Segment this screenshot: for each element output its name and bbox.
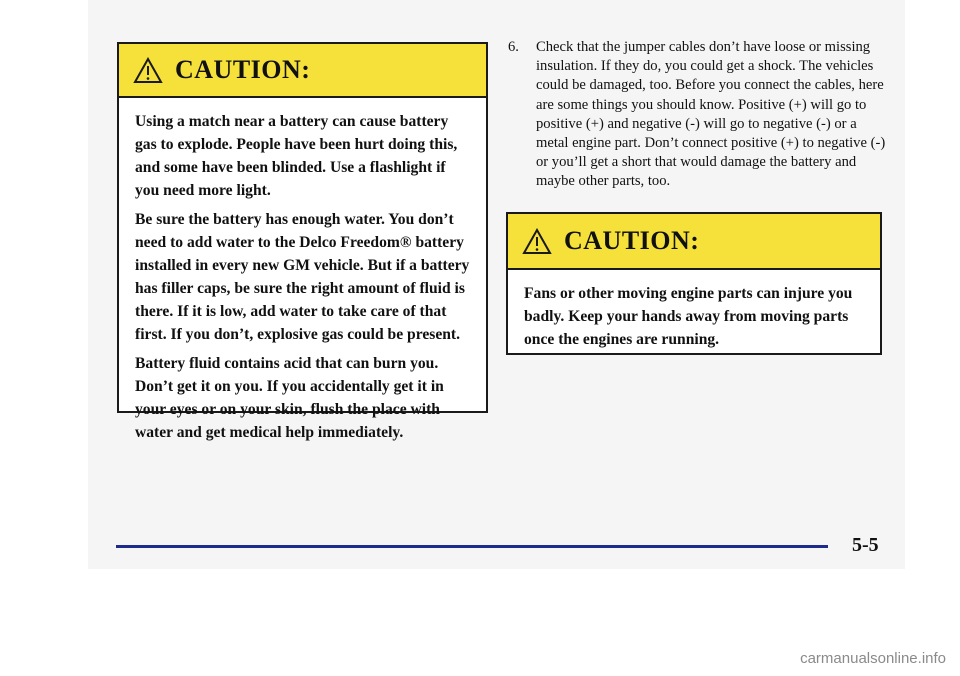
- caution-box-battery: [117, 42, 488, 441]
- footer-rule: [116, 545, 828, 548]
- page-number: 5-5: [852, 534, 879, 556]
- watermark: carmanualsonline.info: [800, 650, 946, 667]
- step-6: [508, 38, 888, 192]
- warning-triangle-icon: [133, 57, 163, 84]
- caution-header: [508, 214, 880, 270]
- caution-body: [119, 98, 486, 460]
- caution-paragraph: Using a match near a battery can cause battery gas to explode. People have been hurt doing this, and some have been blinded. Use a flashlight if you need more light.: [135, 113, 458, 199]
- caution-title: CAUTION:: [564, 226, 700, 255]
- step-text: Check that the jumper cables don’t have loose or missing insulation. If they do, you could get a shock. The vehicles could be damaged, too. Before you connect the cables, here are some things you should know. Positive (+) will go to positive (+) and negative (-) will go to negative (-) or a metal engine part. Don’t connect positive (+) to negative (-) or you’ll get a short that would damage the battery and maybe other parts, too.: [536, 39, 886, 190]
- caution-paragraph: Be sure the battery has enough water. You don’t need to add water to the Delco Freedom® battery installed in every new GM vehicle. But if a battery has filler caps, be sure the right amount of fluid is there. If it is low, add water to take care of that first. If you don’t, explosive gas could be present.: [135, 211, 470, 343]
- step-number: 6.: [508, 39, 519, 55]
- caution-box-fans: [506, 212, 882, 355]
- caution-title: CAUTION:: [175, 55, 311, 84]
- caution-body: [508, 270, 880, 367]
- caution-paragraph: Fans or other moving engine parts can injure you badly. Keep your hands away from moving parts once the engines are running.: [524, 285, 853, 348]
- caution-paragraph: Battery fluid contains acid that can burn you. Don’t get it on you. If you accidentally get it in your eyes or on your skin, flush the place with water and get medical help immediately.: [135, 355, 444, 441]
- warning-triangle-icon: [522, 228, 552, 255]
- caution-header: [119, 44, 486, 98]
